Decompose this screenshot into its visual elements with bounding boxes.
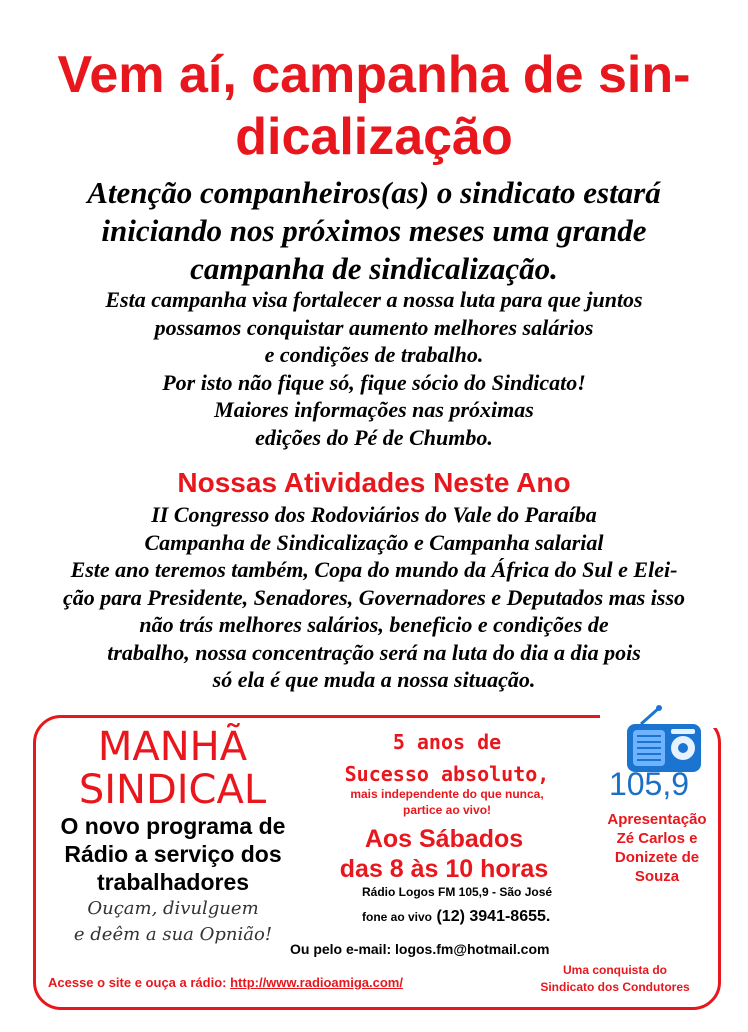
activity-line: ção para Presidente, Senadores, Governadores e Deputados mas isso: [62, 584, 686, 610]
activities-title: Nossas Atividades Neste Ano: [177, 467, 571, 498]
title-line: Vem aí, campanha de sin-: [57, 46, 691, 104]
tagline-line: mais independente do que nunca,: [350, 787, 544, 801]
activity-line: não trás melhores salários, beneficio e condições de: [139, 612, 609, 637]
campaign-paragraph: [0, 286, 748, 451]
anniversary-line: Sucesso absoluto,: [344, 762, 550, 786]
program-name-line: MANHÃ: [97, 724, 248, 770]
body-line: Maiores informações nas próximas: [214, 397, 534, 422]
conquest-line: Uma conquista do: [562, 963, 667, 977]
program-name: [60, 726, 285, 812]
program-name-line: SINDICAL: [78, 767, 267, 813]
activities-list: [0, 501, 748, 694]
site-line: [48, 974, 518, 992]
activity-line: Este ano teremos também, Copa do mundo da África do Sul e Elei-: [70, 557, 678, 582]
phone-info: [362, 908, 622, 926]
phone-number: (12) 3941-8655.: [436, 908, 551, 925]
station-info: Rádio Logos FM 105,9 - São José: [362, 885, 553, 899]
activity-line: trabalho, nossa concentração será na luta do dia a dia pois: [107, 639, 641, 665]
program-desc-line: O novo programa de: [60, 813, 286, 839]
schedule-line: das 8 às 10 horas: [339, 855, 549, 883]
presenter-line: Zé Carlos e: [616, 830, 698, 847]
page-title: [0, 44, 748, 168]
phone-label: fone ao vivo: [362, 910, 433, 924]
body-line: possamos conquistar aumento melhores salários: [154, 314, 594, 340]
program-desc-line: Rádio a serviço dos: [64, 841, 282, 867]
program-description: [42, 812, 304, 896]
listener-invite: [42, 896, 304, 948]
presenter-line: Donizete de: [614, 849, 700, 866]
activity-line: II Congresso dos Rodoviários do Vale do Paraíba: [151, 502, 597, 527]
presenter-line: Souza: [634, 868, 680, 885]
intro-line: iniciando nos próximos meses uma grande: [101, 213, 647, 248]
site-label: Acesse o site e ouça a rádio:: [48, 975, 227, 990]
body-line: edições do Pé de Chumbo.: [255, 424, 493, 450]
invite-line: Ouçam, divulguem: [87, 898, 259, 919]
body-line: Por isto não fique só, fique sócio do Sindicato!: [162, 369, 586, 395]
conquest-note: [512, 962, 718, 996]
title-line: dicalização: [235, 108, 513, 166]
body-line: e condições de trabalho.: [264, 342, 484, 367]
schedule-line: Aos Sábados: [364, 825, 524, 853]
anniversary-line: 5 anos de: [392, 730, 502, 754]
site-link[interactable]: http://www.radioamiga.com/: [230, 975, 403, 990]
invite-line: e deêm a sua Opnião!: [73, 924, 273, 945]
intro-line: Atenção companheiros(as) o sindicato estará: [87, 175, 661, 210]
anniversary-text: [312, 726, 582, 790]
presenter-line: Apresentação: [607, 811, 707, 828]
intro-line: campanha de sindicalização.: [190, 251, 558, 286]
program-desc-line: trabalhadores: [96, 869, 250, 895]
email-info: Ou pelo e-mail: logos.fm@hotmail.com: [290, 941, 550, 957]
tagline-line: partice ao vivo!: [402, 803, 492, 817]
intro-paragraph: [0, 174, 748, 288]
conquest-line: Sindicato dos Condutores: [540, 980, 690, 994]
schedule: [306, 824, 582, 884]
body-line: Esta campanha visa fortalecer a nossa luta para que juntos: [105, 287, 643, 312]
presenters: [590, 810, 724, 886]
activity-line: Campanha de Sindicalização e Campanha salarial: [144, 529, 604, 555]
activity-line: só ela é que muda a nossa situação.: [212, 667, 536, 692]
tagline: [312, 786, 582, 818]
frequency-label: 105,9: [608, 766, 690, 802]
